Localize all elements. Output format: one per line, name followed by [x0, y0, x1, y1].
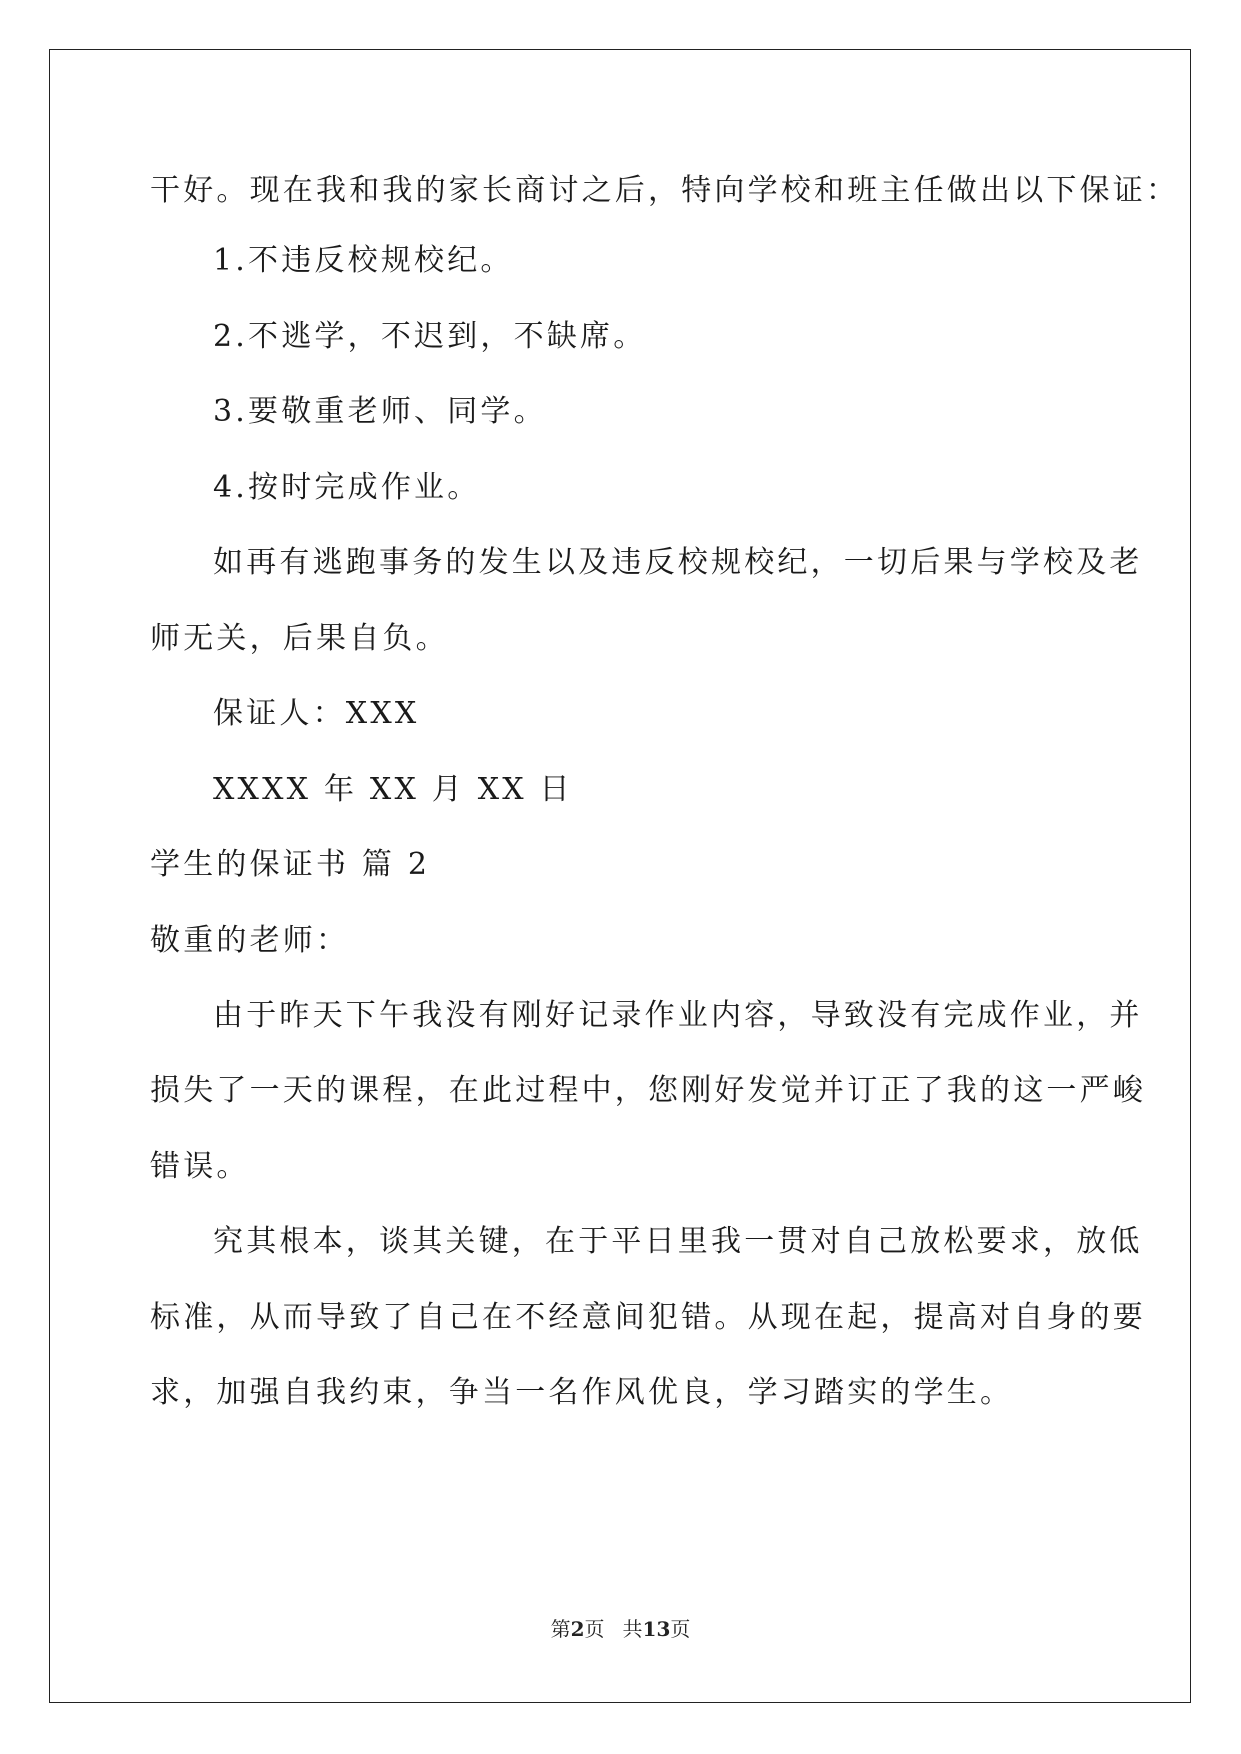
list-item-3: 3.要敬重老师、同学。: [213, 394, 547, 429]
body-line-7: 究其根本，谈其关键，在于平日里我一贯对自己放松要求，放低: [213, 1224, 1143, 1259]
body-line-2: 如再有逃跑事务的发生以及违反校规校纪，一切后果与学校及老: [213, 545, 1143, 580]
date-line: XXXX 年 XX 月 XX 日: [213, 772, 573, 807]
guarantor-line: 保证人：XXX: [213, 696, 420, 731]
page-footer: [0, 1616, 1241, 1642]
footer-page-total: 13: [642, 1617, 671, 1641]
body-line-4: 由于昨天下午我没有刚好记录作业内容，导致没有完成作业，并: [213, 998, 1143, 1033]
footer-page-current: 2: [570, 1617, 585, 1641]
body-line-5: 损失了一天的课程，在此过程中，您刚好发觉并订正了我的这一严峻: [150, 1073, 1146, 1108]
footer-page-prefix: 第: [550, 1617, 571, 1641]
list-item-4: 4.按时完成作业。: [213, 470, 481, 505]
body-line-1: 干好。现在我和我的家长商讨之后，特向学校和班主任做出以下保证：: [150, 173, 1180, 208]
body-line-9: 求，加强自我约束，争当一名作风优良，学习踏实的学生。: [150, 1375, 1014, 1410]
body-line-6: 错误。: [150, 1149, 250, 1184]
footer-total-unit: 页: [670, 1617, 691, 1641]
body-line-3: 师无关，后果自负。: [150, 621, 449, 656]
footer-total-prefix: 共: [622, 1617, 643, 1641]
list-item-2: 2.不逃学，不迟到，不缺席。: [213, 319, 647, 354]
section-heading: 学生的保证书 篇 2: [150, 847, 431, 882]
list-item-1: 1.不违反校规校纪。: [213, 243, 514, 278]
body-line-8: 标准，从而导致了自己在不经意间犯错。从现在起，提高对自身的要: [150, 1300, 1146, 1335]
salutation: 敬重的老师：: [150, 923, 350, 958]
footer-page-unit: 页: [584, 1617, 605, 1641]
